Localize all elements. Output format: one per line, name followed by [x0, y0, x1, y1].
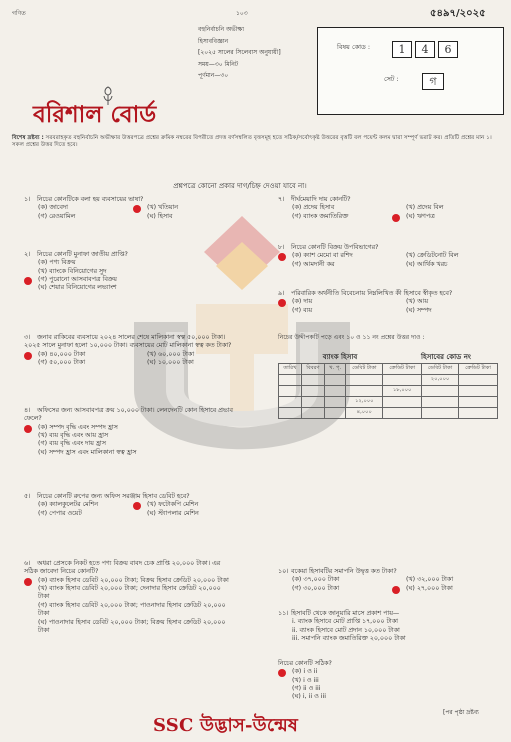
question-text: নিচের কোনটি রুপের জন্য অফিস সরঞ্জাম হিসাব ডেবিট হবে?	[37, 493, 190, 500]
table-cell	[459, 397, 498, 408]
table-cell	[383, 397, 422, 408]
subject-code-digit: 4	[415, 41, 435, 58]
question-text: বকেয়া হিসাবটির সমাপনি উদ্বৃত্ত কত টাকা?	[291, 568, 397, 575]
option[interactable]: (খ) i ও iii	[292, 676, 319, 684]
option[interactable]: (গ) ব্যয়	[292, 306, 313, 314]
option[interactable]: (ঘ) সম্পদ হ্রাস এবং মালিকানা স্বত্ব হ্রাস	[38, 448, 137, 456]
option[interactable]: (খ) প্রদেয় বিল	[406, 204, 444, 212]
exam-time: সময়—৩০ মিনিট	[198, 60, 239, 68]
question-number: ১১।	[278, 610, 289, 617]
board-title: বরিশাল বোর্ড	[33, 101, 157, 128]
table-row	[279, 408, 498, 419]
set-value-box	[422, 70, 447, 90]
option[interactable]: (গ) ৩০,০০০ টাকা	[292, 584, 340, 592]
subject-code-digits	[392, 38, 461, 58]
table-cell: ১২,০০০	[346, 397, 383, 408]
table-cell	[301, 408, 324, 419]
table-cell	[301, 397, 324, 408]
subject-name: হিসাববিজ্ঞান	[198, 38, 229, 46]
option[interactable]: (ঘ) সম্পদ	[406, 306, 432, 314]
question-text: নিচের কোনটি মুনাফা জাতীয় প্রাপ্তি?	[37, 251, 128, 258]
question-number: ৭।	[278, 196, 285, 203]
question-text: নিচের কোনটি সঠিক?	[278, 660, 332, 667]
table-cell	[279, 408, 302, 419]
option[interactable]: (ঘ) ১০,০০০ টাকা	[147, 359, 194, 367]
question-text: নিচের কোনটিকে বলা হয় ব্যবসায়ের ভাষা?	[37, 196, 144, 203]
option[interactable]: (খ) ক্রেডিটনোট বিল	[406, 252, 459, 260]
special-instruction	[12, 135, 500, 150]
option[interactable]: (ঘ) স্ট্যাপলার মেশিন	[147, 509, 199, 517]
question-number: ৯।	[278, 290, 285, 297]
table-header-cell: ক্রেডিট টাকা	[459, 364, 498, 375]
question-text: জনাব রাকিবের ব্যবসায়ে ২০২৪ সালের শেষে মালিকানা স্বত্ব ৫০,০০০ টাকা। ২০২৫ সালে মুনাফা হলো ১০,০০০ টাকা। ব্যবসায়ের মোট মালিকানা স্বত্ব কত টাকা?	[24, 334, 232, 350]
option[interactable]: (খ) খতিয়ান	[133, 204, 234, 212]
option[interactable]: (খ) ৩২,০০০ টাকা	[406, 576, 454, 584]
question-text: অফিসের জন্য আসবাবপত্র ক্রয় ১০,০০০ টাকা। লেনদেনটি কোন হিসাবে প্রভাব ফেলে?	[24, 407, 233, 423]
table-cell	[346, 386, 383, 397]
question-number: ২।	[24, 251, 31, 258]
option[interactable]: (ঘ) আর্থিক খরচ	[406, 260, 448, 268]
option[interactable]: (খ) ব্যাংক হিসাব ডেবিট ২০,০০০ টাকা; দেনাদার হিসাব ক্রেডিট ২০,০০০ টাকা	[38, 585, 221, 601]
option[interactable]: (গ) ৫০,০০০ টাকা	[38, 359, 86, 367]
table-header-cell: ডেবিট টাকা	[346, 364, 383, 375]
table-cell	[346, 375, 383, 386]
option[interactable]: (ক) ৪০,০০০ টাকা	[24, 351, 125, 359]
option[interactable]: (খ) ৬০,০০০ টাকা	[147, 350, 195, 358]
option[interactable]: (ক) ব্যাংক হিসাব ডেবিট ২০,০০০ টাকা; বিক্রয় হিসাব ক্রেডিট ২০,০০০ টাকা	[24, 577, 234, 585]
table-cell	[422, 386, 459, 397]
option[interactable]: (গ) আমদানী কর	[292, 260, 335, 268]
option[interactable]: (ক) প্রদেয় হিসাব	[292, 204, 335, 212]
answer-sheet-note: প্রশ্নপত্রে কোনো প্রকার দাগ/চিহ্ন দেওয়া যাবে না।	[173, 182, 307, 190]
option[interactable]: (খ) ফটোকপি মেশিন	[133, 501, 234, 509]
subject-code-digit: 1	[392, 41, 412, 58]
paper-reference: ৫৪৯৭/২০২৫	[430, 8, 486, 19]
bank-account-table	[278, 363, 498, 419]
instruction-text: সরবরাহকৃত বহুনির্বাচনি অভীক্ষার উত্তরপত্রে প্রশ্নের ক্রমিক নম্বরের বিপরীতে প্রদত্ত বর্ণসম্বলিত বৃত্তসমূহ হতে সঠিক/সর্বোৎকৃষ্ট উত্তরের বৃত্তটি বল পয়েন্ট কলম দ্বারা সম্পূর্ণ ভরাট কর। প্রতিটি প্রশ্নের মান ১। সকল প্রশ্নের উত্তর দিতে হবে।	[12, 135, 492, 149]
option[interactable]: (গ) ব্যাংক জমাতিরিক্ত	[292, 212, 349, 220]
subject-code-box	[317, 27, 504, 115]
subject-code-label: বিষয় কোড :	[337, 43, 371, 51]
option[interactable]: (ঘ) পাওনাদার হিসাব ডেবিট ২০,০০০ টাকা; বিক্রয় হিসাব ক্রেডিট ২০,০০০ টাকা	[38, 618, 226, 634]
option[interactable]: (গ) পুরোনো আসবাবপত্র বিক্রয়	[24, 276, 234, 284]
set-label: সেট :	[384, 75, 399, 83]
top-center-corner-label: ১০৩	[236, 10, 248, 17]
question-number: ৪।	[24, 407, 31, 414]
option[interactable]: (ক) সম্পদ বৃদ্ধি এবং সম্পদ হ্রাস	[24, 424, 234, 432]
table-cell	[459, 408, 498, 419]
set-value: গ	[422, 73, 444, 90]
table-row	[279, 375, 498, 386]
question-number: ১০।	[278, 568, 289, 575]
question-number: ৩।	[24, 334, 31, 341]
question-text: হিসাবটি থেকে জানুয়ারি মাসে প্রকাশ পায়—	[291, 610, 400, 617]
table-cell	[279, 386, 302, 397]
option[interactable]: (গ) ii ও iii	[292, 685, 321, 693]
question-number: ৮।	[278, 244, 285, 251]
next-page-note: [পর পৃষ্ঠা দ্রষ্টব্য	[443, 709, 479, 716]
table-cell	[325, 408, 346, 419]
option[interactable]: (গ) ব্যয় বৃদ্ধি এবং দায় হ্রাস	[38, 440, 106, 448]
table-cell: ১৮,০০০	[383, 386, 422, 397]
question-8	[278, 244, 498, 269]
option[interactable]: (ক) ৩৭,০০০ টাকা	[292, 576, 340, 584]
table-cell	[422, 397, 459, 408]
table-cell	[301, 386, 324, 397]
question-number: ৫।	[24, 493, 31, 500]
table-header-cell: খ. পৃ.	[325, 364, 346, 375]
question-number: ৬।	[24, 560, 31, 567]
table-cell	[301, 375, 324, 386]
table-cell	[459, 375, 498, 386]
option[interactable]: (গ) রেওয়ামিল	[38, 212, 76, 220]
question-1	[24, 196, 234, 221]
table-cell	[459, 386, 498, 397]
top-left-corner-label: গণিত	[12, 10, 26, 17]
syllabus-note: [২০২৫ সালের সিলেবাস অনুযায়ী]	[198, 49, 281, 57]
statement: i. ব্যাংক হিসাবে মোট প্রাপ্তি ১৭,০০০ টাকা	[292, 618, 398, 626]
question-2	[24, 251, 234, 293]
option[interactable]: (ক) পণ্য বিক্রয়	[38, 259, 76, 267]
option[interactable]: (ক) দায়	[278, 298, 384, 306]
option[interactable]: (ঘ) ২৭,০০০ টাকা	[392, 585, 498, 593]
option[interactable]: (খ) ব্যয় বৃদ্ধি এবং আয় হ্রাস	[38, 432, 109, 440]
option[interactable]: (গ) ব্যাংক হিসাব ডেবিট ২০,০০০ টাকা; পাওনাদার হিসাব ক্রেডিট ২০,০০০ টাকা	[38, 601, 226, 618]
option[interactable]: (ঘ) শেয়ার বিনিয়োগের লভ্যাংশ	[38, 284, 117, 292]
table-cell	[325, 397, 346, 408]
table-cell	[279, 397, 302, 408]
table-header-cell: ডেবিট টাকা	[422, 364, 459, 375]
question-6	[24, 560, 234, 635]
table-prompt: নিচের উদ্দীপকটি পড়ে এবং ১০ ও ১১ নং প্রশ্নের উত্তর দাও :	[278, 334, 425, 341]
question-11	[278, 610, 498, 643]
question-11-answer	[278, 660, 498, 702]
option[interactable]: (খ) আয়	[406, 298, 429, 306]
question-text: পরিবারিক অর্থনীতি বিবেচনায় নিম্নলিখিত কী হিসাবে স্বীকৃত হবে?	[291, 290, 453, 297]
option[interactable]: (ঘ) i, ii ও iii	[292, 693, 326, 701]
question-text: নিচের কোনটি বিক্রয় উপবিভাগের?	[291, 244, 379, 251]
table-cell	[325, 386, 346, 397]
table-row	[279, 397, 498, 408]
option[interactable]: (খ) ব্যাংকে বিনিয়োগের সুদ	[38, 267, 107, 275]
option[interactable]: (ক) i ও ii	[278, 668, 498, 676]
table-cell	[325, 375, 346, 386]
question-5	[24, 493, 234, 518]
question-7	[278, 196, 498, 221]
table-cell: ৪,০০০	[346, 408, 383, 419]
question-9	[278, 290, 498, 315]
statement: ii. ব্যাংক হিসাবে মোট প্রদান ১০,০০০ টাকা	[292, 626, 400, 634]
exam-info-block	[198, 26, 310, 79]
table-cell	[383, 408, 422, 419]
table-header-right: হিসাবের কোড নং	[421, 353, 471, 361]
table-header-row	[279, 364, 498, 375]
table-header-left: ব্যাংক হিসাব	[322, 353, 358, 361]
table-cell	[422, 408, 459, 419]
question-3	[24, 334, 234, 367]
question-text: অধরা প্রেসকে নিকট হতে পণ্য বিক্রয় বাবদ চেক প্রাপ্তি ২০,০০০ টাকা। এর সঠিক জাবেদা নিচের কোনটি?	[24, 560, 221, 576]
question-4	[24, 407, 234, 457]
statement: iii. সমাপনি ব্যাংক জমাতিরিক্ত ২০,০০০ টাকা	[292, 635, 406, 643]
question-text: দীর্ঘমেয়াদি দায় কোনটি?	[291, 196, 351, 203]
table-cell	[279, 375, 302, 386]
table-header-cell: ক্রেডিট টাকা	[383, 364, 422, 375]
footer-title: SSC উদ্ভাস-উন্মেষ	[153, 715, 299, 736]
table-header-cell: বিবরণ	[301, 364, 324, 375]
table-cell: ২০,০০০	[422, 375, 459, 386]
question-number: ১।	[24, 196, 31, 203]
option[interactable]: (গ) পেপার ওয়েট	[38, 509, 82, 517]
option[interactable]: (ঘ) হিসাব	[147, 212, 173, 220]
exam-type: বহুনির্বাচনি অভীক্ষা	[198, 26, 244, 33]
exam-marks: পূর্ণমান—৩০	[198, 71, 229, 79]
question-10	[278, 568, 498, 593]
table-row	[279, 386, 498, 397]
table-header-cell: তারিখ	[279, 364, 302, 375]
option[interactable]: (ক) ক্যালকুলেটর মেশিন	[38, 501, 98, 509]
option[interactable]: (ক) জাবেদা	[38, 204, 68, 212]
instruction-label: বিশেষ দ্রষ্টব্য :	[12, 135, 44, 141]
option[interactable]: (ক) ক্যাশ মেমো বা রশিদ	[278, 252, 384, 260]
subject-code-digit: 6	[438, 41, 458, 58]
option[interactable]: (ঘ) ঋণপত্র	[392, 213, 498, 221]
table-cell	[383, 375, 422, 386]
